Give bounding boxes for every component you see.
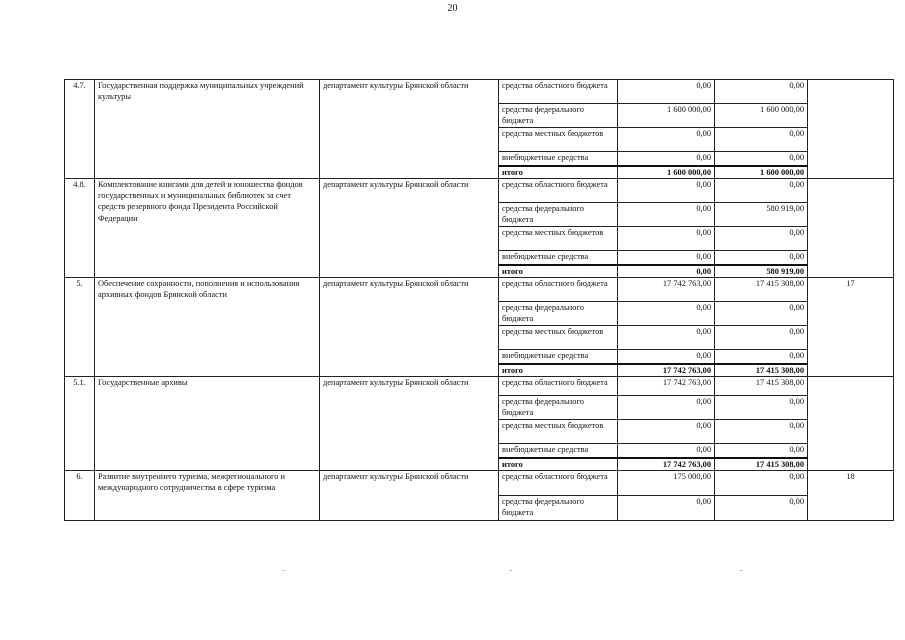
- amount-column-2: 0,00: [715, 420, 808, 444]
- item-title: Обеспечение сохранности, пополнения и использования архивных фондов Брянской области: [95, 278, 320, 377]
- indicator-reference: [808, 377, 894, 471]
- amount-column-1: 1 600 000,00: [618, 166, 715, 179]
- amount-column-2: 0,00: [715, 251, 808, 265]
- funding-source: средства федерального бюджета: [499, 302, 618, 326]
- scan-dots: [64, 570, 893, 572]
- funding-source: средства федерального бюджета: [499, 496, 618, 521]
- funding-source: средства областного бюджета: [499, 471, 618, 496]
- indicator-reference: 17: [808, 278, 894, 377]
- funding-source: средства местных бюджетов: [499, 227, 618, 251]
- funding-source: средства местных бюджетов: [499, 326, 618, 350]
- responsible-department: департамент культуры Брянской области: [320, 179, 499, 278]
- amount-column-2: 0,00: [715, 80, 808, 104]
- amount-column-2: 580 919,00: [715, 203, 808, 227]
- total-label: итого: [499, 364, 618, 377]
- item-number: 5.: [65, 278, 95, 377]
- amount-column-2: 0,00: [715, 444, 808, 458]
- amount-column-1: 175 000,00: [618, 471, 715, 496]
- table-body: [65, 80, 894, 521]
- funding-source: средства местных бюджетов: [499, 420, 618, 444]
- amount-column-2: 0,00: [715, 471, 808, 496]
- amount-column-2: 0,00: [715, 302, 808, 326]
- responsible-department: департамент культуры Брянской области: [320, 471, 499, 521]
- item-number: 6.: [65, 471, 95, 521]
- total-label: итого: [499, 166, 618, 179]
- total-label: итого: [499, 458, 618, 471]
- item-number: 4.7.: [65, 80, 95, 179]
- indicator-reference: 18: [808, 471, 894, 521]
- amount-column-1: 17 742 763,00: [618, 278, 715, 302]
- table-row: [65, 80, 894, 104]
- amount-column-1: 0,00: [618, 265, 715, 278]
- item-number: 4.8.: [65, 179, 95, 278]
- amount-column-2: 0,00: [715, 396, 808, 420]
- indicator-reference: [808, 179, 894, 278]
- funding-source: средства областного бюджета: [499, 278, 618, 302]
- responsible-department: департамент культуры Брянской области: [320, 278, 499, 377]
- table-row: [65, 179, 894, 203]
- amount-column-2: 580 919,00: [715, 265, 808, 278]
- item-title: Комплектование книгами для детей и юношества фондов государственных и муниципальных библиотек за счет средств резервного фонда Президента Российской Федерации: [95, 179, 320, 278]
- amount-column-2: 0,00: [715, 179, 808, 203]
- amount-column-1: 0,00: [618, 350, 715, 364]
- funding-source: средства местных бюджетов: [499, 128, 618, 152]
- responsible-department: департамент культуры Брянской области: [320, 80, 499, 179]
- amount-column-1: 0,00: [618, 444, 715, 458]
- funding-source: внебюджетные средства: [499, 152, 618, 166]
- amount-column-2: 0,00: [715, 152, 808, 166]
- budget-table: [64, 79, 894, 521]
- funding-source: средства областного бюджета: [499, 179, 618, 203]
- page-number: 20: [447, 3, 458, 14]
- amount-column-1: 0,00: [618, 203, 715, 227]
- funding-source: внебюджетные средства: [499, 444, 618, 458]
- funding-source: средства федерального бюджета: [499, 104, 618, 128]
- amount-column-1: 0,00: [618, 179, 715, 203]
- item-number: 5.1.: [65, 377, 95, 471]
- amount-column-2: 0,00: [715, 326, 808, 350]
- funding-source: внебюджетные средства: [499, 350, 618, 364]
- amount-column-1: 0,00: [618, 152, 715, 166]
- amount-column-2: 0,00: [715, 350, 808, 364]
- amount-column-2: 17 415 308,00: [715, 458, 808, 471]
- amount-column-2: 0,00: [715, 496, 808, 521]
- table-row: [65, 278, 894, 302]
- amount-column-2: 0,00: [715, 227, 808, 251]
- amount-column-2: 17 415 308,00: [715, 377, 808, 396]
- funding-source: средства областного бюджета: [499, 377, 618, 396]
- amount-column-2: 1 600 000,00: [715, 166, 808, 179]
- amount-column-2: 0,00: [715, 128, 808, 152]
- amount-column-1: 0,00: [618, 326, 715, 350]
- funding-source: внебюджетные средства: [499, 251, 618, 265]
- amount-column-1: 1 600 000,00: [618, 104, 715, 128]
- funding-source: средства федерального бюджета: [499, 203, 618, 227]
- amount-column-1: 0,00: [618, 496, 715, 521]
- amount-column-1: 0,00: [618, 251, 715, 265]
- amount-column-2: 17 415 308,00: [715, 364, 808, 377]
- indicator-reference: [808, 80, 894, 179]
- amount-column-1: 0,00: [618, 80, 715, 104]
- item-title: Государственная поддержка муниципальных учреждений культуры: [95, 80, 320, 179]
- amount-column-1: 0,00: [618, 396, 715, 420]
- amount-column-1: 0,00: [618, 302, 715, 326]
- item-title: Развитие внутреннего туризма, межрегионального и международного сотрудничества в сфере туризма: [95, 471, 320, 521]
- amount-column-2: 1 600 000,00: [715, 104, 808, 128]
- amount-column-1: 0,00: [618, 420, 715, 444]
- responsible-department: департамент культуры Брянской области: [320, 377, 499, 471]
- item-title: Государственные архивы: [95, 377, 320, 471]
- table-row: [65, 377, 894, 396]
- amount-column-1: 17 742 763,00: [618, 377, 715, 396]
- amount-column-1: 0,00: [618, 227, 715, 251]
- total-label: итого: [499, 265, 618, 278]
- funding-source: средства областного бюджета: [499, 80, 618, 104]
- amount-column-1: 17 742 763,00: [618, 364, 715, 377]
- amount-column-1: 0,00: [618, 128, 715, 152]
- table-row: [65, 471, 894, 496]
- amount-column-1: 17 742 763,00: [618, 458, 715, 471]
- funding-source: средства федерального бюджета: [499, 396, 618, 420]
- amount-column-2: 17 415 308,00: [715, 278, 808, 302]
